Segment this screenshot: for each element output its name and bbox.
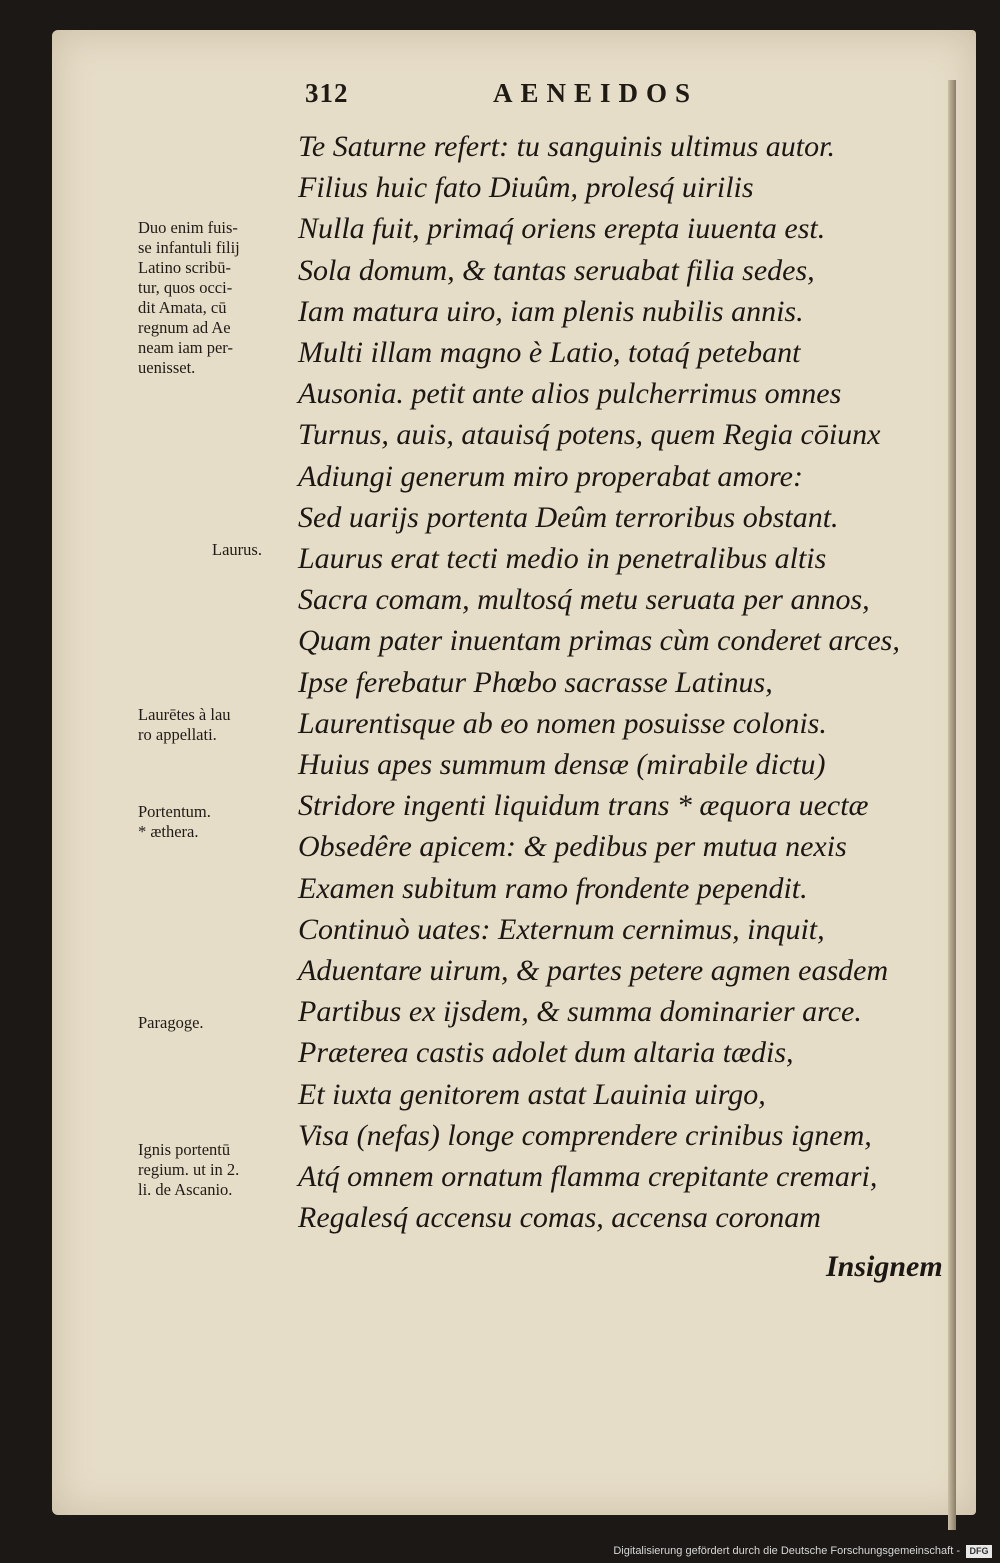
verse-line: Adiungi generum miro properabat amore: (298, 459, 803, 493)
verse-line: Præterea castis adolet dum altaria tædis, (298, 1036, 794, 1070)
verse-line: Obsedêre apicem: & pedibus per mutua nexis (298, 830, 847, 864)
digitization-credit: Digitalisierung gefördert durch die Deutsche Forschungsgemeinschaft - (613, 1545, 960, 1557)
catchword: Insignem (826, 1250, 943, 1284)
page-header (305, 78, 765, 118)
verse-line: Nulla fuit, primaq́ oriens erepta iuuenta est. (298, 212, 826, 246)
verse-line: Multi illam magno è Latio, totaq́ petebant (298, 336, 801, 369)
verse-line: Laurentisque ab eo nomen posuisse colonis. (298, 706, 827, 740)
verse-line: Partibus ex ijsdem, & summa dominarier arce. (298, 995, 862, 1029)
page-number: 312 (305, 78, 349, 108)
verse-line: Et iuxta genitorem astat Lauinia uirgo, (298, 1077, 766, 1111)
verse-line: Examen subitum ramo frondente pependit. (298, 871, 808, 905)
margin-note-line: Duo enim fuis- (138, 218, 238, 237)
margin-note (138, 705, 298, 745)
margin-note (138, 802, 298, 842)
margin-note (138, 218, 298, 378)
running-title: AENEIDOS (493, 78, 699, 108)
margin-note (138, 1013, 298, 1033)
verse-line: Sacra comam, multosq́ metu seruata per annos, (298, 583, 870, 617)
margin-note-line: Portentum. (138, 802, 211, 821)
verse-line: Stridore ingenti liquidum trans * æquora uectæ (298, 789, 869, 823)
verse-line: Continuò uates: Externum cernimus, inquit, (298, 912, 825, 946)
verse-line: Atq́ omnem ornatum flamma crepitante cremari, (298, 1160, 878, 1193)
margin-note-line: regium. ut in 2. (138, 1160, 240, 1179)
margin-note-line: Paragoge. (138, 1013, 204, 1032)
verse-line: Turnus, auis, atauisq́ potens, quem Regia cōiunx (298, 418, 881, 452)
margin-note-line: * æthera. (138, 822, 199, 841)
verse-line: Visa (nefas) longe comprendere crinibus ignem, (298, 1118, 872, 1152)
verse-line: Filius huic fato Diuûm, prolesq́ uirilis (298, 171, 754, 205)
margin-note-line: Laurus. (212, 540, 262, 559)
verse-line: Aduentare uirum, & partes petere agmen easdem (298, 954, 889, 987)
margin-note-line: dit Amata, cū (138, 298, 227, 317)
dfg-logo: DFG (966, 1545, 992, 1558)
margin-note (212, 540, 372, 560)
margin-note-line: uenisset. (138, 358, 196, 377)
margin-note-line: li. de Ascanio. (138, 1180, 233, 1199)
margin-note-line: regnum ad Ae (138, 318, 231, 337)
margin-note-line: se infantuli filij (138, 238, 240, 257)
margin-note-line: ro appellati. (138, 725, 217, 744)
verse-line: Quam pater inuentam primas cùm conderet arces, (298, 624, 900, 658)
verse-line: Huius apes summum densæ (mirabile dictu) (298, 748, 826, 781)
footer-bar (0, 1535, 1000, 1563)
verse-line: Sed uarijs portenta Deûm terroribus obstant. (298, 500, 839, 534)
margin-note-line: neam iam per- (138, 338, 233, 357)
verse-line: Te Saturne refert: tu sanguinis ultimus autor. (298, 130, 835, 163)
verse-line: Ipse ferebatur Phœbo sacrasse Latinus, (298, 665, 773, 699)
margin-note-line: Latino scribū- (138, 258, 232, 277)
verse-line: Sola domum, & tantas seruabat filia sedes, (298, 253, 815, 287)
verse-line: Ausonia. petit ante alios pulcherrimus omnes (298, 377, 842, 411)
verse-line: Regalesq́ accensu comas, accensa coronam (298, 1201, 821, 1235)
margin-note-line: tur, quos occi- (138, 278, 233, 297)
verse-line: Iam matura uiro, iam plenis nubilis annis. (298, 294, 804, 328)
page-edge (948, 80, 956, 1530)
verse-line: Laurus erat tecti medio in penetralibus altis (298, 542, 827, 575)
margin-note (138, 1140, 298, 1200)
margin-note-line: Laurētes à lau (138, 705, 231, 724)
margin-note-line: Ignis portentū (138, 1140, 231, 1159)
